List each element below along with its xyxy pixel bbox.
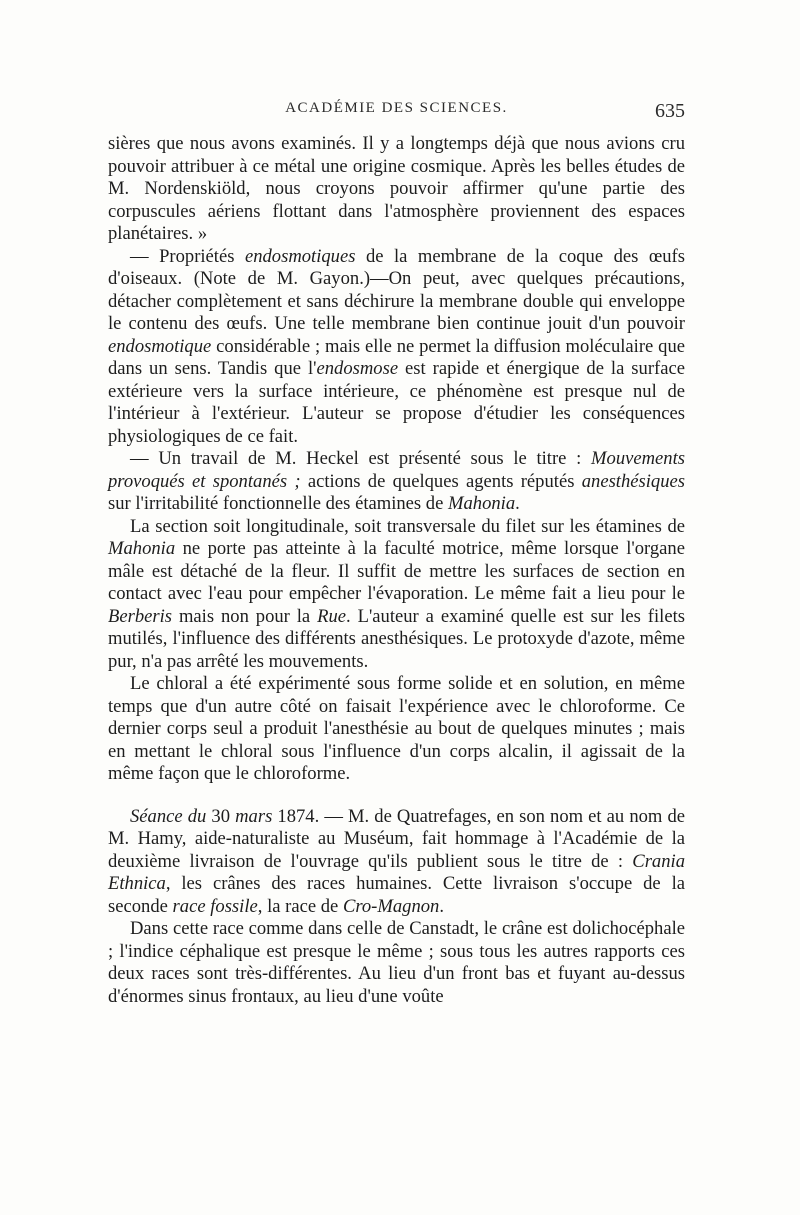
italic-title: Mouvements provoqués et spontanés ; [108, 448, 685, 492]
text-run: . [439, 895, 445, 917]
italic-term: endosmotique [108, 335, 212, 357]
italic-term: anesthésiques [581, 470, 686, 492]
text-run: . L'auteur a examiné quelle est sur les filets mutilés, l'influence des différents anesthésiques. Le protoxyde d'azote, même pur, n'a pas arrêté les mouvements. [108, 605, 685, 672]
text-run: , la race de [257, 895, 343, 917]
paragraph-canstadt: Dans cette race comme dans celle de Canstadt, le crâne est dolichocéphale ; l'indice céphalique est presque le même ; sous tous les autres rapports ces deux races sont très-différentes. Au lieu d'un front bas et fuyant au-dessus d'énormes sinus frontaux, au lieu d'une voûte [108, 918, 685, 1007]
italic-term: race fossile [172, 895, 258, 917]
text-run: est rapide et énergique de la surface extérieure vers la surface intérieure, ce phénomène est presque nul de l'intérieur à l'extérieur. L'auteur se propose d'étudier les conséquences physiologiques de ce fait. [108, 358, 685, 447]
running-head [108, 100, 685, 124]
text-run: — Propriétés [130, 245, 245, 267]
text-run: mais non pour la [172, 605, 318, 627]
paragraph-continuation: sières que nous avons examinés. Il y a longtemps déjà que nous avions cru pouvoir attribuer à ce métal une origine cosmique. Après les belles études de M. Nordenskiöld, nous croyons pouvoir affirmer qu'une partie des corpuscules aériens flottant dans l'atmosphère proviennent des espaces planétaires. » [108, 133, 685, 244]
italic-term: Rue [317, 605, 347, 627]
italic-term: Cro-Magnon [342, 895, 440, 917]
body-text [108, 133, 685, 1008]
text-run: considérable ; mais elle ne permet la diffusion moléculaire que dans un sens. Tandis que l' [108, 335, 685, 379]
italic-term: Mahonia [448, 493, 516, 514]
seance-month: mars [235, 805, 273, 827]
running-title: ACADÉMIE DES SCIENCES. [285, 100, 508, 116]
text-run: de la membrane de la coque des œufs d'oiseaux. (Note de M. Gayon.)—On peut, avec quelques précautions, détacher complètement et sans déchirure la membrane double qui enveloppe le contenu des œufs. Une telle membrane bien continue jouit d'un pouvoir [108, 245, 685, 334]
text-run: . [515, 493, 520, 514]
italic-term: endosmose [316, 358, 399, 379]
text-run: , les crânes des races humaines. Cette livraison s'occupe de la seconde [108, 873, 685, 917]
page-number: 635 [655, 100, 685, 122]
italic-title: Crania Ethnica [108, 850, 685, 894]
paragraph-endosmotic-note [108, 246, 685, 449]
paragraph-section-experiment [108, 516, 685, 674]
paragraph-chloral: Le chloral a été expérimenté sous forme solide et en solution, en même temps que d'un autre côté on faisait l'expérience avec le chloroforme. Ce dernier corps seul a produit l'anesthésie au bout de quelques minutes ; mais en mettant le chloral sous l'influence d'un corps alcalin, il agissait de la même façon que le chloroforme. [108, 673, 685, 784]
text-run: ne porte pas atteinte à la faculté motrice, même lorsque l'organe mâle est détaché de la fleur. Il suffit de mettre les surfaces de section en contact avec l'eau pour empêcher l'évaporation. Le même fait a lieu pour le [108, 538, 685, 604]
paragraph-heckel-work [108, 448, 685, 516]
italic-term: Mahonia [108, 538, 176, 559]
text-run: actions de quelques agents réputés [300, 470, 582, 492]
text-run: 1874. — M. de Quatrefages, en son nom et au nom de M. Hamy, aide-naturaliste au Muséum, fait hommage à l'Académie de la deuxième livraison de l'ouvrage qu'ils publient sous le titre de : [108, 805, 686, 872]
italic-term: endosmotiques [244, 245, 356, 267]
italic-term: Berberis [108, 605, 173, 627]
seance-label: Séance du [130, 805, 207, 827]
paragraph-seance [108, 806, 685, 919]
text-run: sur l'irritabilité fonctionnelle des étamines de [108, 493, 448, 514]
text-run: La section soit longitudinale, soit transversale du filet sur les étamines de [130, 515, 685, 537]
seance-day: 30 [206, 805, 236, 827]
text-run: — Un travail de M. Heckel est présenté sous le titre : [130, 448, 592, 469]
